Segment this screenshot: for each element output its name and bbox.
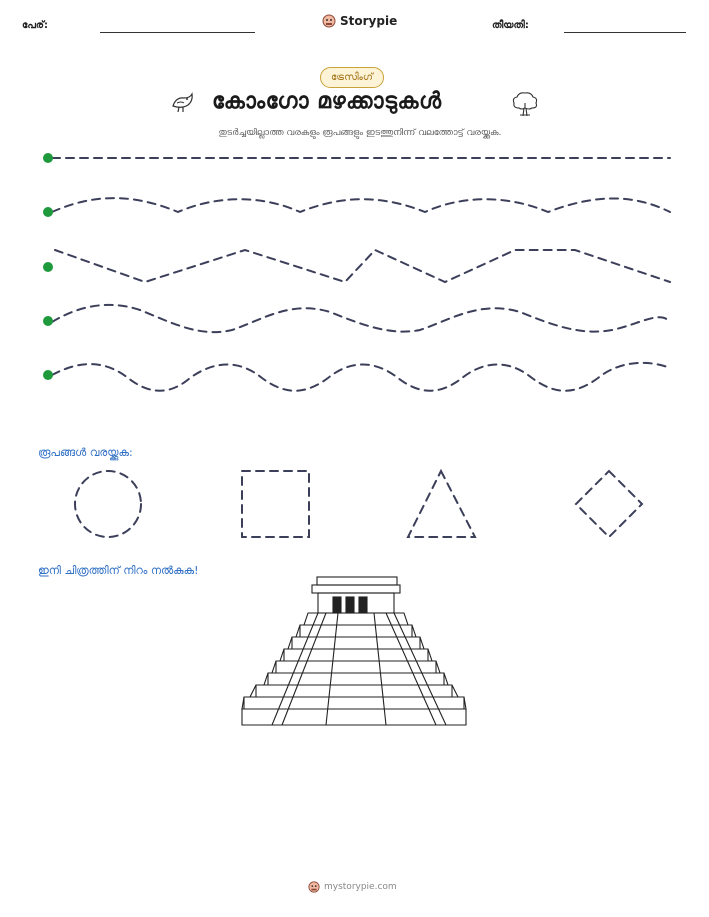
page-title: കോംഗോ മഴക്കാടുകൾ xyxy=(212,89,442,114)
trace-line-zigzag xyxy=(55,250,670,282)
bird-icon xyxy=(170,89,196,115)
trace-triangle xyxy=(408,471,475,537)
start-dot-icon xyxy=(43,370,53,380)
start-dot-icon xyxy=(43,262,53,272)
trace-line-wave-2 xyxy=(52,305,670,332)
tree-icon xyxy=(510,89,540,117)
date-label: തീയതി: xyxy=(492,20,529,31)
storypie-logo-icon xyxy=(322,14,336,28)
instructions: തുടർച്ചയില്ലാത്ത വരകളും രൂപങ്ങളും ഇടത്തുനിന്ന് വലത്തോട്ട് വരയ്ക്കുക. xyxy=(218,128,502,138)
shapes-section-title: രൂപങ്ങൾ വരയ്ക്കുക: xyxy=(38,446,133,459)
trace-square xyxy=(242,471,309,537)
shapes-row xyxy=(0,465,709,545)
start-dot-icon xyxy=(43,316,53,326)
brand-name: Storypie xyxy=(340,14,398,28)
trace-line-wave-3 xyxy=(52,363,670,391)
trace-line-wave-1 xyxy=(52,198,670,212)
start-dot-icon xyxy=(43,153,53,163)
pyramid-coloring-image xyxy=(240,575,470,730)
trace-diamond xyxy=(576,471,642,537)
brand xyxy=(322,14,397,28)
trace-circle xyxy=(75,471,141,537)
footer-url[interactable]: mystorypie.com xyxy=(324,882,397,892)
coloring-section-title: ഇനി ചിത്രത്തിന് നിറം നൽകുക! xyxy=(38,564,199,577)
footer xyxy=(308,881,397,893)
name-label: പേര്: xyxy=(22,20,48,31)
start-dot-icon xyxy=(43,207,53,217)
tracing-badge: ട്രേസിംഗ് xyxy=(320,67,384,88)
name-field[interactable] xyxy=(100,32,255,33)
storypie-logo-icon xyxy=(308,881,320,893)
date-field[interactable] xyxy=(564,32,686,33)
tracing-lines xyxy=(0,140,709,400)
